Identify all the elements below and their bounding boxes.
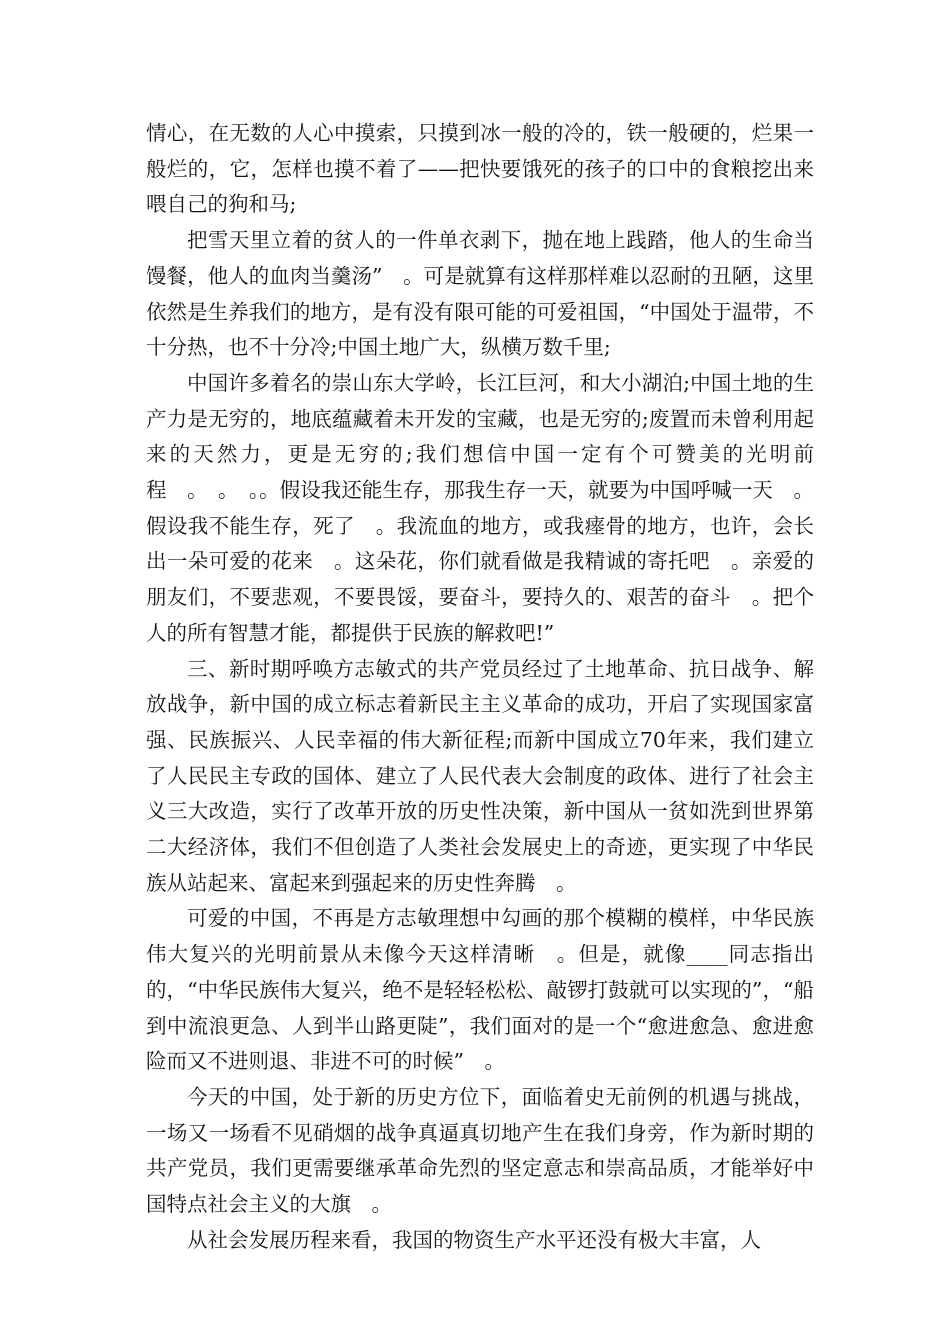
paragraph-3: 中国许多着名的崇山东大学岭，长江巨河，和大小湖泊;中国土地的生产力是无穷的，地底蕴藏着未开发的宝藏，也是无穷的;废置而未曾利用起来的天然力，更是无穷的;我们想信中国一定有个可赞美的光明前程 。 。 。。假设我还能生存，那我生存一天，就要为中国呼喊一天 。假设我不能生存，死了 。我流血的地方，或我瘗骨的地方，也许，会长出一朵可爱的花来 。这朵花，你们就看做是我精诚的寄托吧 。亲爱的朋友们，不要悲观，不要畏馁，要奋斗，要持久的、艰苦的奋斗 。把个人的所有智慧才能，都提供于民族的解救吧!” bbox=[146, 370, 814, 645]
paragraph-2: 把雪天里立着的贫人的一件单衣剥下，抛在地上践踏，他人的生命当馒餐，他人的血肉当羹汤” 。可是就算有这样那样难以忍耐的丑陋，这里依然是生养我们的地方，是有没有限可能的可爱祖国，“中国处于温带，不十分热，也不十分冷;中国土地广大，纵横万数千里; bbox=[146, 228, 814, 360]
paragraph-7: 从社会发展历程来看，我国的物资生产水平还没有极大丰富，人 bbox=[187, 1227, 761, 1252]
document-page bbox=[146, 116, 814, 1259]
paragraph-4: 三、新时期呼唤方志敏式的共产党员经过了土地革命、抗日战争、解放战争，新中国的成立标志着新民主主义革命的成功，开启了实现国家富强、民族振兴、人民幸福的伟大新征程;而新中国成立70年来，我们建立了人民民主专政的国体、建立了人民代表大会制度的政体、进行了社会主义三大改造，实行了改革开放的历史性决策，新中国从一贫如洗到世界第二大经济体，我们不但创造了人类社会发展史上的奇迹，更实现了中华民族从站起来、富起来到强起来的历史性奔腾 。 bbox=[146, 656, 814, 895]
paragraph-1: 情心，在无数的人心中摸索，只摸到冰一般的冷的，铁一般硬的，烂果一般烂的，它，怎样也摸不着了——把快要饿死的孩子的口中的食粮挖出来喂自己的狗和马; bbox=[146, 121, 814, 217]
paragraph-5: 可爱的中国，不再是方志敏理想中勾画的那个模糊的模样，中华民族伟大复兴的光明前景从未像今天这样清晰 。但是，就像____同志指出的，“中华民族伟大复兴，绝不是轻轻松松、敲锣打鼓就可以实现的”，“船到中流浪更急、人到半山路更陡”，我们面对的是一个“愈进愈急、愈进愈险而又不进则退、非进不可的时候” 。 bbox=[146, 906, 814, 1074]
paragraph-6: 今天的中国，处于新的历史方位下，面临着史无前例的机遇与挑战，一场又一场看不见硝烟的战争真逼真切地产生在我们身旁，作为新时期的共产党员，我们更需要继承革命先烈的坚定意志和崇高品质，才能举好中国特点社会主义的大旗 。 bbox=[146, 1084, 814, 1217]
